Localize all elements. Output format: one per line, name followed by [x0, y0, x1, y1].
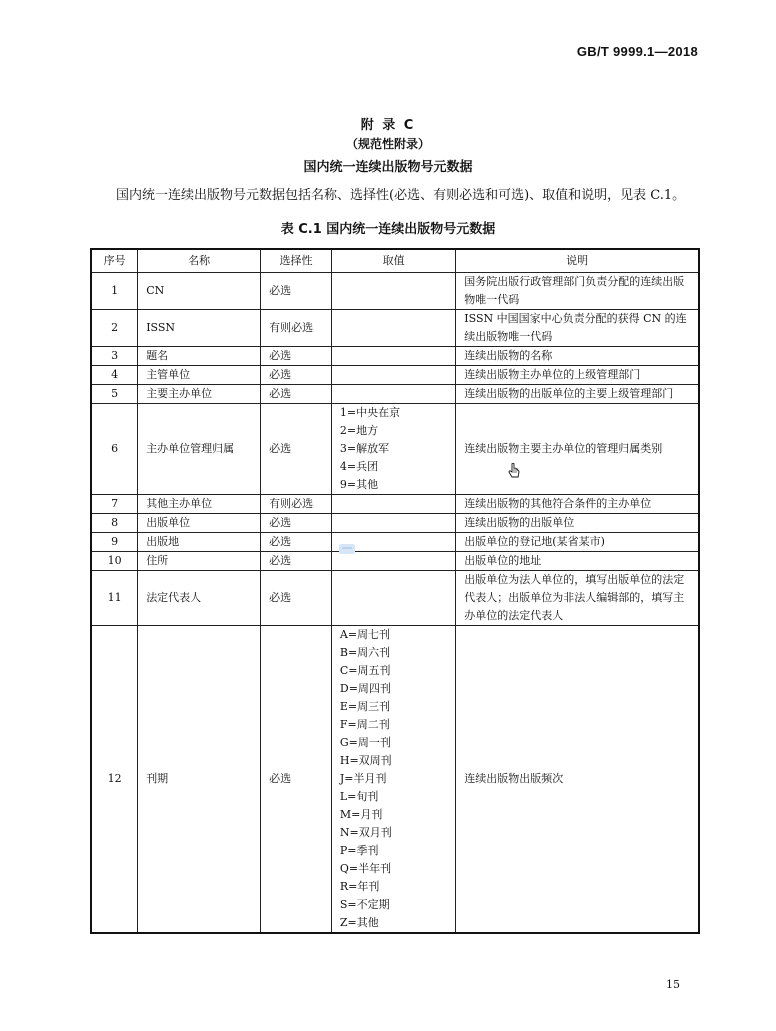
row-name: 法定代表人	[138, 571, 261, 626]
row-number: 7	[91, 495, 138, 514]
header-name: 名称	[138, 249, 261, 273]
row-number: 3	[91, 347, 138, 366]
appendix-heading: 国内统一连续出版物号元数据	[303, 160, 473, 175]
intro-paragraph: 国内统一连续出版物号元数据包括名称、选择性(必选、有则必选和可选)、取值和说明，见表 C.1。	[116, 188, 686, 203]
header-value: 取值	[331, 249, 455, 273]
row-name: 出版地	[138, 533, 261, 552]
value-option: F=周二刊	[339, 718, 390, 731]
value-option: P=季刊	[339, 844, 379, 857]
header-no: 序号	[91, 249, 138, 273]
row-name: 主办单位管理归属	[138, 404, 261, 495]
value-option: D=周四刊	[339, 682, 391, 695]
row-name: 出版单位	[138, 514, 261, 533]
table-row	[91, 495, 699, 514]
standard-code: GB/T 9999.1—2018	[576, 44, 698, 59]
row-description: 出版单位的地址	[456, 552, 699, 571]
row-values	[331, 347, 455, 366]
row-number: 6	[91, 404, 138, 495]
table-body	[91, 273, 699, 934]
table-row	[91, 347, 699, 366]
value-option: E=周三刊	[339, 700, 391, 713]
value-option: 4=兵团	[339, 460, 379, 473]
row-description: 连续出版物的出版单位的主要上级管理部门	[456, 385, 699, 404]
row-description: 连续出版物的其他符合条件的主办单位	[456, 495, 699, 514]
value-option: N=双月刊	[339, 826, 392, 839]
table-row	[91, 571, 699, 626]
row-description: 出版单位为法人单位的，填写出版单位的法定代表人；出版单位为非法人编辑部的，填写主办单位的法定代表人	[456, 571, 699, 626]
table-row	[91, 273, 699, 310]
row-name: 住所	[138, 552, 261, 571]
row-description: 出版单位的登记地(某省某市)	[456, 533, 699, 552]
row-values	[331, 273, 455, 310]
value-option: Q=半年刊	[339, 862, 392, 875]
row-number: 10	[91, 552, 138, 571]
row-number: 4	[91, 366, 138, 385]
row-selectivity: 必选	[261, 514, 332, 533]
table-caption: 表 C.1 国内统一连续出版物号元数据	[280, 222, 496, 237]
row-selectivity: 必选	[261, 385, 332, 404]
row-values	[331, 514, 455, 533]
row-name: CN	[138, 273, 261, 310]
row-number: 5	[91, 385, 138, 404]
row-selectivity: 必选	[261, 552, 332, 571]
value-option: 1=中央在京	[339, 406, 401, 419]
value-option: 2=地方	[339, 424, 379, 437]
row-values	[331, 404, 455, 495]
hand-pointer-icon	[507, 463, 521, 481]
row-name: 主管单位	[138, 366, 261, 385]
table-row	[91, 366, 699, 385]
row-description: 连续出版物出版频次	[456, 626, 699, 934]
row-selectivity: 必选	[261, 533, 332, 552]
row-selectivity: 必选	[261, 404, 332, 495]
row-number: 9	[91, 533, 138, 552]
row-description: ISSN 中国国家中心负责分配的获得 CN 的连续出版物唯一代码	[456, 310, 699, 347]
table-row	[91, 404, 699, 495]
row-selectivity: 必选	[261, 571, 332, 626]
row-description: 连续出版物主要主办单位的管理归属类别	[456, 404, 699, 495]
row-values	[331, 385, 455, 404]
row-name: 刊期	[138, 626, 261, 934]
row-number: 8	[91, 514, 138, 533]
header-selectivity: 选择性	[261, 249, 332, 273]
row-values	[331, 626, 455, 934]
row-selectivity: 必选	[261, 273, 332, 310]
value-option: G=周一刊	[339, 736, 391, 749]
row-selectivity: 必选	[261, 347, 332, 366]
table-row	[91, 514, 699, 533]
metadata-table	[90, 248, 700, 934]
row-values	[331, 310, 455, 347]
table-header-row	[91, 249, 699, 273]
row-description: 连续出版物的出版单位	[456, 514, 699, 533]
row-number: 12	[91, 626, 138, 934]
value-option: L=旬刊	[339, 790, 379, 803]
page-number: 15	[666, 978, 680, 991]
value-option: H=双周刊	[339, 754, 392, 767]
value-option: J=半月刊	[339, 772, 387, 785]
value-option: B=周六刊	[339, 646, 391, 659]
row-values	[331, 366, 455, 385]
value-option: A=周七刊	[339, 628, 391, 641]
value-option: 3=解放军	[339, 442, 390, 455]
value-option: R=年刊	[339, 880, 380, 893]
table-row	[91, 385, 699, 404]
table-row	[91, 310, 699, 347]
appendix-title: 附 录 C	[360, 118, 416, 133]
appendix-subtitle: （规范性附录）	[345, 137, 430, 151]
row-name: 题名	[138, 347, 261, 366]
row-selectivity: 有则必选	[261, 495, 332, 514]
row-number: 1	[91, 273, 138, 310]
row-description: 连续出版物的名称	[456, 347, 699, 366]
row-selectivity: 必选	[261, 366, 332, 385]
row-number: 2	[91, 310, 138, 347]
row-selectivity: 有则必选	[261, 310, 332, 347]
row-name: 主要主办单位	[138, 385, 261, 404]
row-name: 其他主办单位	[138, 495, 261, 514]
row-description: 国务院出版行政管理部门负责分配的连续出版物唯一代码	[456, 273, 699, 310]
row-description: 连续出版物主办单位的上级管理部门	[456, 366, 699, 385]
value-option: Z=其他	[339, 916, 379, 929]
row-selectivity: 必选	[261, 626, 332, 934]
row-number: 11	[91, 571, 138, 626]
value-option: 9=其他	[339, 478, 379, 491]
table-row	[91, 533, 699, 552]
row-name: ISSN	[138, 310, 261, 347]
watermark-icon	[338, 542, 356, 556]
table-row	[91, 552, 699, 571]
table-row	[91, 626, 699, 934]
row-values	[331, 571, 455, 626]
value-option: C=周五刊	[339, 664, 391, 677]
row-values	[331, 495, 455, 514]
value-option: S=不定期	[339, 898, 390, 911]
value-option: M=月刊	[339, 808, 383, 821]
header-description: 说明	[456, 249, 699, 273]
